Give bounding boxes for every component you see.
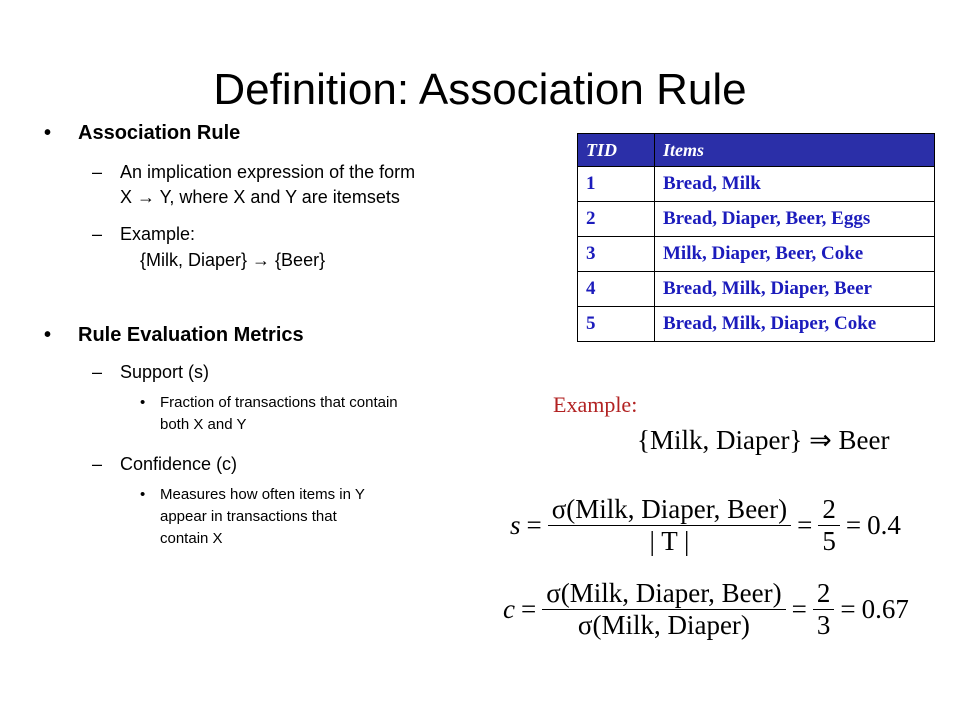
example-rule: {Milk, Diaper} ⇒ Beer: [637, 425, 890, 455]
cell-items: Bread, Milk: [655, 167, 935, 202]
support-value: 0.4: [867, 509, 901, 540]
cell-tid: 5: [578, 307, 655, 342]
dash-mark: –: [92, 362, 103, 382]
equals-sign: =: [845, 509, 862, 540]
confidence-denominator: σ(Milk, Diaper): [542, 609, 785, 641]
equals-sign: =: [520, 593, 537, 624]
header-tid: TID: [578, 134, 655, 167]
table-row: [578, 272, 935, 307]
example-label-left: Example:: [120, 224, 196, 244]
equals-sign: =: [840, 593, 856, 624]
support-desc-line-1: Fraction of transactions that contain: [160, 394, 398, 411]
confidence-value: 0.67: [861, 593, 909, 624]
table-header-row: [578, 134, 935, 167]
support-fraction: [548, 494, 791, 557]
example-label: Example:: [553, 392, 638, 417]
support-desc-line-2: both X and Y: [160, 416, 247, 433]
cell-items: Bread, Milk, Diaper, Coke: [655, 307, 935, 342]
sub-bullet-dot: •: [140, 486, 146, 503]
bullet-rule-evaluation-metrics: Rule Evaluation Metrics: [78, 324, 304, 346]
table-row: [578, 167, 935, 202]
confidence-ratio-num: 2: [816, 577, 831, 608]
cell-items: Milk, Diaper, Beer, Coke: [655, 237, 935, 272]
confidence-ratio-den: 3: [813, 609, 835, 641]
bullet-dot: •: [44, 324, 52, 346]
cell-items: Bread, Milk, Diaper, Beer: [655, 272, 935, 307]
support-ratio-den: 5: [818, 525, 840, 557]
confidence-desc-line-2: appear in transactions that: [160, 508, 337, 525]
cell-tid: 1: [578, 167, 655, 202]
example-rule-left: {Milk, Diaper} → {Beer}: [140, 250, 326, 270]
dash-mark: –: [92, 224, 103, 244]
support-numerator: σ(Milk, Diaper, Beer): [551, 493, 788, 524]
equals-sign: =: [797, 509, 813, 540]
support-formula: [510, 482, 901, 568]
cell-items: Bread, Diaper, Beer, Eggs: [655, 202, 935, 237]
cell-tid: 3: [578, 237, 655, 272]
definition-line-1: An implication expression of the form: [120, 162, 416, 182]
sub-bullet-dot: •: [140, 394, 146, 411]
confidence-formula: [503, 566, 909, 652]
equals-sign: =: [526, 509, 542, 540]
table-row: [578, 307, 935, 342]
table-row: [578, 237, 935, 272]
confidence-label: Confidence (c): [120, 454, 238, 474]
support-label: Support (s): [120, 362, 210, 382]
confidence-desc-line-1: Measures how often items in Y: [160, 486, 365, 503]
equals-sign: =: [791, 593, 807, 624]
dash-mark: –: [92, 454, 103, 474]
dash-mark: –: [92, 162, 103, 182]
header-items: Items: [655, 134, 935, 167]
definition-line-2: X → Y, where X and Y are itemsets: [120, 187, 400, 207]
support-ratio-num: 2: [822, 493, 836, 524]
cell-tid: 2: [578, 202, 655, 237]
bullet-association-rule: Association Rule: [78, 122, 241, 144]
confidence-fraction: [542, 578, 785, 641]
support-denominator: | T |: [548, 525, 791, 557]
confidence-variable: c: [503, 593, 515, 624]
bullet-dot: •: [44, 122, 52, 144]
support-ratio: [818, 494, 840, 557]
cell-tid: 4: [578, 272, 655, 307]
transactions-table: [577, 133, 935, 342]
support-variable: s: [510, 509, 521, 540]
confidence-ratio: [813, 578, 835, 641]
confidence-numerator: σ(Milk, Diaper, Beer): [546, 577, 782, 608]
table-row: [578, 202, 935, 237]
slide-title: Definition: Association Rule: [213, 65, 747, 114]
confidence-desc-line-3: contain X: [160, 530, 223, 547]
